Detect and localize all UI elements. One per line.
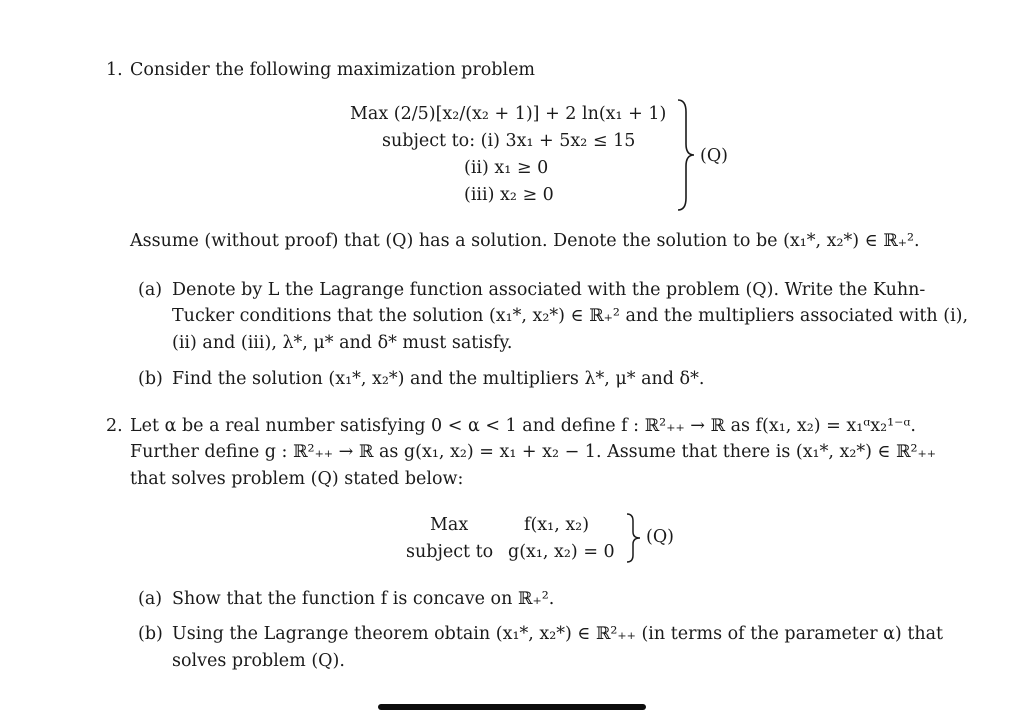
problem-1-number: 1. — [106, 60, 123, 80]
max-word: Max — [430, 515, 469, 535]
part-label: (a) — [138, 280, 163, 300]
subject-to-word: subject to — [406, 542, 494, 562]
part-label: (b) — [138, 624, 163, 644]
problem-2-constraint: g(x₁, x₂) = 0 — [508, 542, 615, 562]
problem-1-constraint-iii: (iii) x₂ ≥ 0 — [464, 185, 554, 205]
part-label: (b) — [138, 369, 163, 389]
problem-1-assumption: Assume (without proof) that (Q) has a solution. Denote the solution to be (x₁*, x₂*) ∈ ℝ₊². — [130, 231, 920, 251]
intro-line: Further define g : ℝ²₊₊ → ℝ as g(x₁, x₂) = x₁ + x₂ − 1. Assume that there is (x₁*, x₂*) ∈ ℝ²₊₊ — [130, 442, 937, 462]
right-brace-icon — [674, 98, 698, 212]
part-line: (ii) and (iii), λ*, μ* and δ* must satisfy. — [172, 333, 513, 353]
problem-2-label-q: (Q) — [646, 527, 675, 547]
part-line: solves problem (Q). — [172, 651, 345, 671]
part-label: (a) — [138, 589, 163, 609]
right-brace-icon — [624, 512, 644, 564]
part-line: Find the solution (x₁*, x₂*) and the multipliers λ*, μ* and δ*. — [172, 369, 705, 389]
part-line: Tucker conditions that the solution (x₁*, x₂*) ∈ ℝ₊² and the multipliers associated with (i), — [172, 306, 969, 326]
part-line: Using the Lagrange theorem obtain (x₁*, x₂*) ∈ ℝ²₊₊ (in terms of the parameter α) that — [172, 624, 944, 644]
problem-1-constraint-i: subject to: (i) 3x₁ + 5x₂ ≤ 15 — [382, 131, 636, 151]
part-line: Show that the function f is concave on ℝ₊². — [172, 589, 555, 609]
intro-line: Let α be a real number satisfying 0 < α < 1 and define f : ℝ²₊₊ → ℝ as f(x₁, x₂) = x₁ᵅx₂¹⁻ᵅ. — [130, 416, 916, 436]
problem-1-constraint-ii: (ii) x₁ ≥ 0 — [464, 158, 549, 178]
problem-2-number: 2. — [106, 416, 123, 436]
problem-2-objective: f(x₁, x₂) — [524, 515, 590, 535]
problem-1-label-q: (Q) — [700, 146, 729, 166]
part-line: Denote by L the Lagrange function associated with the problem (Q). Write the Kuhn- — [172, 280, 926, 300]
problem-1-intro: Consider the following maximization problem — [130, 60, 536, 80]
home-indicator-bar[interactable] — [378, 704, 646, 710]
intro-line: that solves problem (Q) stated below: — [130, 469, 464, 489]
problem-1-objective: Max (2/5)[x₂/(x₂ + 1)] + 2 ln(x₁ + 1) — [350, 104, 667, 124]
